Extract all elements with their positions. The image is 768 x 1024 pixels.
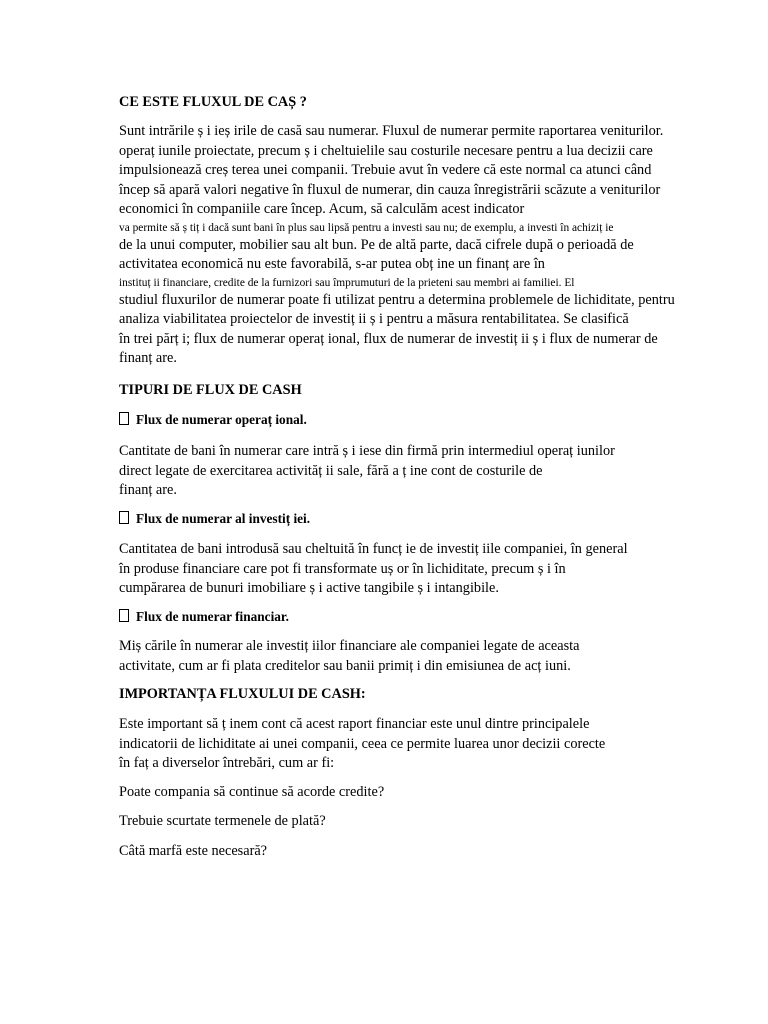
type-financial-text — [119, 637, 719, 676]
paragraph-line: operaț iunile proiectate, precum ș i cheltuielile sau costurile necesare pentru a lua decizii care — [119, 142, 653, 159]
checkbox-glyph-icon — [119, 511, 129, 524]
checkbox-glyph-icon — [119, 609, 129, 622]
paragraph-line: cumpărarea de bunuri imobiliare ș i active tangibile ș i intangibile. — [119, 580, 499, 596]
type-operational-text — [119, 442, 719, 501]
paragraph-line: Miș cările în numerar ale investiț iilor financiare ale companiei legate de aceasta — [119, 638, 580, 654]
paragraph-line: de la unui computer, mobilier sau alt bun. Pe de altă parte, dacă cifrele după o perioadă de — [119, 236, 634, 253]
type-operational-title — [119, 412, 719, 428]
type-title-text: Flux de numerar financiar. — [136, 609, 289, 624]
type-title-text: Flux de numerar operaț ional. — [136, 412, 307, 427]
type-financial-title — [119, 609, 719, 625]
paragraph-line: direct legate de exercitarea activităț ii sale, fără a ț ine cont de costurile de — [119, 462, 543, 479]
paragraph-line: Cantitate de bani în numerar care intră ș i iese din firmă prin intermediul operaț iunilor — [119, 443, 615, 459]
paragraph-line: finanț are. — [119, 482, 177, 498]
type-title-text: Flux de numerar al investiț iei. — [136, 511, 311, 526]
paragraph-line: economici în companiile care încep. Acum, să calculăm acest indicator — [119, 201, 525, 217]
question-credit — [119, 783, 719, 803]
paragraph-line: Sunt intrările ș i ieș irile de casă sau numerar. Fluxul de numerar permite raportarea veniturilor. — [119, 123, 664, 139]
question-payment-terms — [119, 812, 719, 832]
paragraph-line: în trei părț i; flux de numerar operaț ional, flux de numerar de investiț ii ș i flux de numerar de — [119, 330, 658, 347]
type-investment-text — [119, 540, 719, 599]
paragraph-definition — [119, 122, 719, 369]
paragraph-line: impulsionează creș terea unei companii. Trebuie avut în vedere că este normal ca atunci când — [119, 162, 652, 178]
question-text: Câtă marfă este necesară? — [119, 843, 268, 859]
paragraph-line: încep să apară valori negative în fluxul de numerar, din cauza înregistrării scăzute a veniturilor — [119, 181, 661, 198]
paragraph-line: analiza viabilitatea proiectelor de investiț ii ș i pentru a măsura rentabilitatea. Se clasifică — [119, 311, 629, 327]
paragraph-line: indicatorii de lichiditate ai unei companii, ceea ce permite luarea unor decizii corecte — [119, 735, 606, 752]
paragraph-line: activitatea economică nu este favorabilă, s-ar putea obț ine un finanț are în — [119, 256, 545, 272]
paragraph-line: Cantitatea de bani introdusă sau cheltuită în funcț ie de investiț iile companiei, în general — [119, 541, 628, 557]
heading-what-is-cash-flow: CE ESTE FLUXUL DE CAȘ ? — [119, 94, 307, 110]
paragraph-line: în produse financiare care pot fi transformate uș or în lichiditate, precum ș i în — [119, 560, 566, 577]
paragraph-line: activitate, cum ar fi plata creditelor sau banii primiț i din emisiunea de acț iuni. — [119, 657, 571, 674]
paragraph-line: în faț a diverselor întrebări, cum ar fi: — [119, 755, 335, 771]
type-investment-title — [119, 511, 719, 527]
paragraph-line: studiul fluxurilor de numerar poate fi utilizat pentru a determina problemele de lichiditate, pentru — [119, 291, 675, 308]
paragraph-line: Este important să ț inem cont că acest raport financiar este unul dintre principalele — [119, 716, 590, 732]
checkbox-glyph-icon — [119, 412, 129, 425]
paragraph-line: va permite să ș tiț i dacă sunt bani în plus sau lipsă pentru a investi sau nu; de exemplu, a investi în achiziț ie — [119, 221, 614, 234]
question-text: Poate compania să continue să acorde credite? — [119, 784, 385, 800]
paragraph-importance — [119, 715, 719, 774]
heading-types: TIPURI DE FLUX DE CASH — [119, 382, 302, 398]
question-text: Trebuie scurtate termenele de plată? — [119, 813, 326, 829]
question-merchandise — [119, 842, 719, 862]
paragraph-line: instituț ii financiare, credite de la furnizori sau împrumuturi de la prieteni sau membri ai familiei. El — [119, 276, 575, 289]
paragraph-line: finanț are. — [119, 350, 177, 366]
heading-importance: IMPORTANȚA FLUXULUI DE CASH: — [119, 686, 366, 702]
